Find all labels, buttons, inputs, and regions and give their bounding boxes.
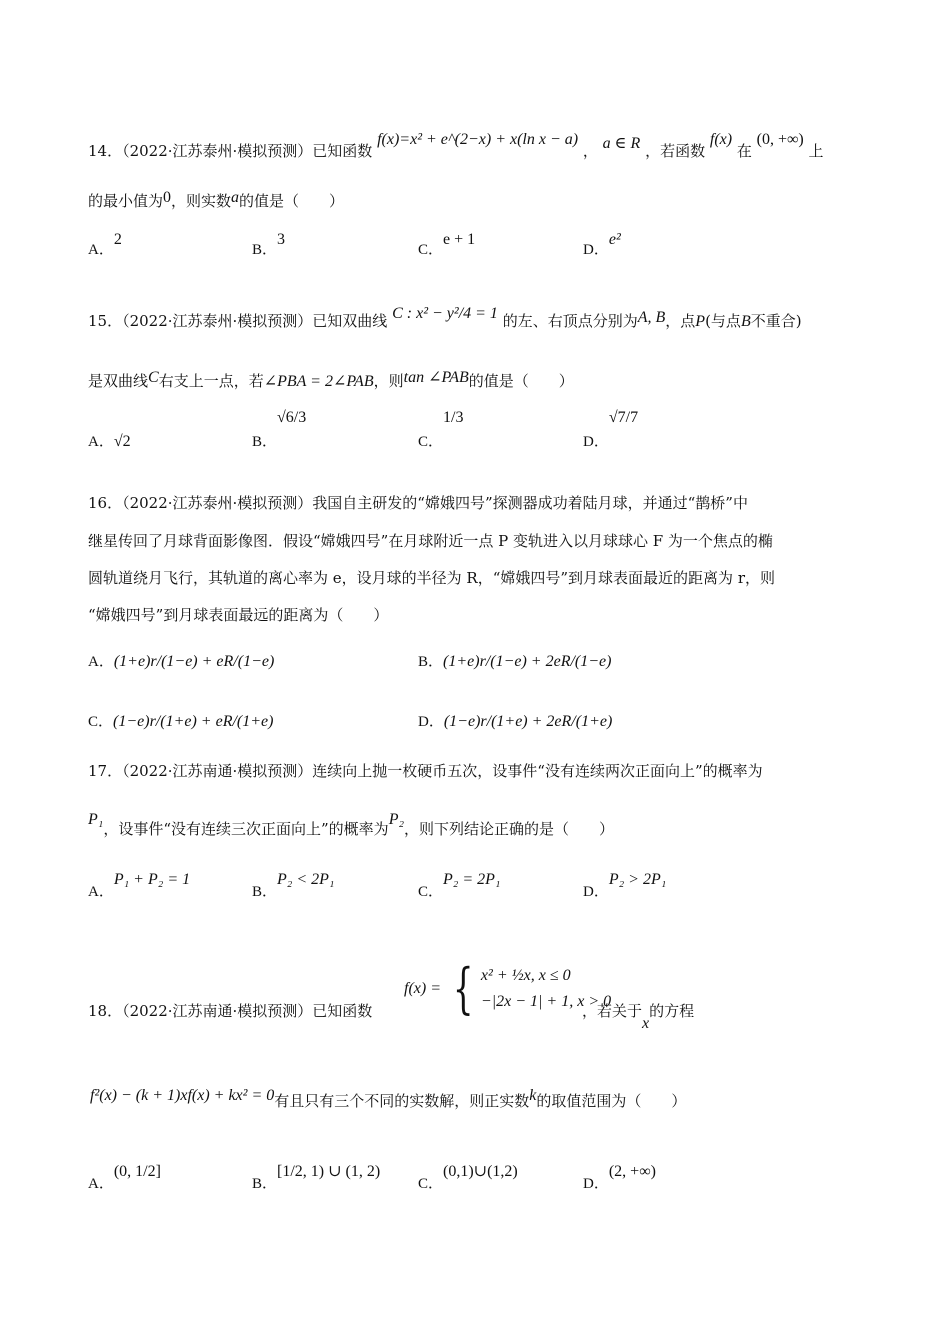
q17-line1: 17．（2022·江苏南通·模拟预测）连续向上抛一枚硬币五次，设事件“没有连续两次正面向上”的概率为: [88, 762, 763, 780]
q15-hyperbola: C : x² − y²/4 = 1: [392, 305, 498, 322]
q18-case2: −|2x − 1| + 1, x > 0: [480, 993, 612, 1010]
q14-interval: (0, +∞): [756, 131, 804, 148]
q14-option-a[interactable]: A．2: [88, 231, 122, 258]
q18-line1: 18．（2022·江苏南通·模拟预测）已知函数: [88, 1002, 373, 1020]
q14-option-c[interactable]: C．e + 1: [418, 231, 476, 258]
q14-prefix: 14．（2022·江苏泰州·模拟预测）已知函数: [88, 142, 373, 160]
q18-line2: f²(x) − (k + 1)xf(x) + kx² = 0有且只有三个不同的实数解，则正实数k的取值范围为（ ）: [90, 1087, 687, 1110]
q18-piecewise: f(x) = { x² + ½x, x ≤ 0 −|2x − 1| + 1, x > 0: [404, 957, 612, 1020]
q17-line2: P₁，设事件“没有连续三次正面向上”的概率为P₂，则下列结论正确的是（ ）: [88, 811, 615, 838]
q15-line2: 是双曲线C右支上一点，若∠PBA = 2∠PAB，则tan ∠PAB的值是（ ）: [88, 369, 574, 390]
q17-option-c[interactable]: C．P₂ = 2P₁: [418, 871, 501, 900]
q14-function: f(x)=x² + e^(2−x) + x(ln x − a): [377, 131, 579, 148]
q15-option-c[interactable]: C．1/3: [418, 409, 464, 450]
q14-line1: 14．（2022·江苏泰州·模拟预测）已知函数 f(x)=x² + e^(2−x) + x(ln x − a) ， a ∈ R ，若函数 f(x) 在 (0, +∞) 上: [88, 131, 824, 160]
q15-option-b[interactable]: B．√6/3: [252, 409, 307, 450]
q14-a-in-R: a ∈ R: [602, 135, 641, 152]
q14-line2: 的最小值为0，则实数a的值是（ ）: [88, 189, 345, 210]
q18-option-c[interactable]: C．(0,1)∪(1,2): [418, 1163, 518, 1192]
q18-line1-tail: ，若关于x的方程: [582, 1002, 695, 1032]
q15-line1: 15．（2022·江苏泰州·模拟预测）已知双曲线 C : x² − y²/4 = 1 的左、右顶点分别为A, B，点P(与点B不重合): [88, 305, 802, 330]
q16-option-d[interactable]: D．(1−e)r/(1+e) + 2eR/(1+e): [418, 713, 613, 730]
q18-option-b[interactable]: B．[1/2, 1) ∪ (1, 2): [252, 1163, 381, 1192]
q16-line4: “嫦娥四号”到月球表面最远的距离为（ ）: [88, 606, 389, 624]
q18-option-a[interactable]: A．(0, 1/2]: [88, 1163, 161, 1192]
q18-case1: x² + ½x, x ≤ 0: [480, 967, 571, 984]
q14-option-d[interactable]: D．e²: [583, 231, 621, 258]
q16-line3: 圆轨道绕月飞行，其轨道的离心率为 e，设月球的半径为 R，“嫦娥四号”到月球表面最近的距离为 r，则: [88, 569, 775, 587]
q16-line1: 16．（2022·江苏泰州·模拟预测）我国自主研发的“嫦娥四号”探测器成功着陆月球，并通过“鹊桥”中: [88, 494, 748, 512]
q15-option-d[interactable]: D．√7/7: [583, 409, 639, 450]
q17-option-b[interactable]: B．P₂ < 2P₁: [252, 871, 335, 900]
q14-fx: f(x): [709, 131, 733, 148]
q17-option-d[interactable]: D．P₂ > 2P₁: [583, 871, 667, 900]
q16-option-b[interactable]: B．(1+e)r/(1−e) + 2eR/(1−e): [418, 653, 612, 670]
q16-option-a[interactable]: A．(1+e)r/(1−e) + eR/(1−e): [88, 653, 275, 670]
q18-equation: f²(x) − (k + 1)xf(x) + kx² = 0: [90, 1087, 275, 1104]
q16-option-c[interactable]: C．(1−e)r/(1+e) + eR/(1+e): [88, 713, 274, 730]
q16-line2: 继星传回了月球背面影像图．假设“嫦娥四号”在月球附近一点 P 变轨进入以月球球心 F 为一个焦点的椭: [88, 532, 773, 550]
q18-option-d[interactable]: D．(2, +∞): [583, 1163, 656, 1192]
q17-option-a[interactable]: A．P₁ + P₂ = 1: [88, 871, 191, 900]
q14-option-b[interactable]: B．3: [252, 231, 286, 258]
q15-option-a[interactable]: A．√2: [88, 433, 131, 450]
